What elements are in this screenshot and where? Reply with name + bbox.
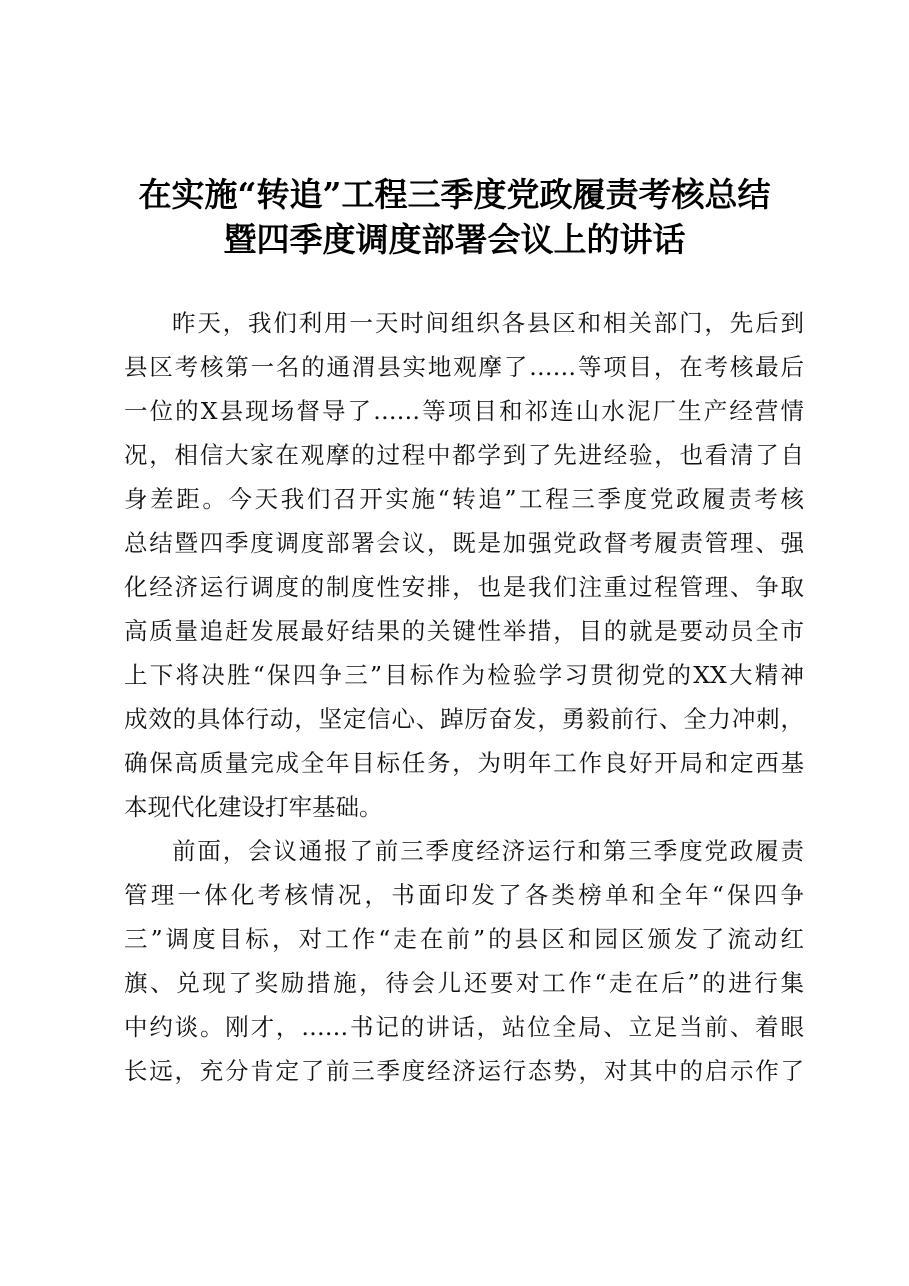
paragraph-1-line-8: 高质量追赶发展最好结果的关键性举措，目的就是要动员全市 [124,617,804,645]
paragraph-2-line-1: 前面，会议通报了前三季度经济运行和第三季度党政履责 [172,837,804,865]
paragraph-1-line-1: 昨天，我们利用一天时间组织各县区和相关部门，先后到 [172,309,804,337]
document-title-line-1: 在实施“转追”工程三季度党政履责考核总结 [138,175,771,214]
paragraph-1-line-11: 确保高质量完成全年目标任务，为明年工作良好开局和定西基 [124,749,804,777]
paragraph-1-line-6: 总结暨四季度调度部署会议，既是加强党政督考履责管理、强 [124,529,804,557]
paragraph-2-line-3: 三”调度目标，对工作“走在前”的县区和园区颁发了流动红 [124,925,804,953]
paragraph-1-line-7: 化经济运行调度的制度性安排，也是我们注重过程管理、争取 [124,573,804,601]
paragraph-2-line-5: 中约谈。刚才，……书记的讲话，站位全局、立足当前、着眼 [124,1013,804,1041]
paragraph-1-line-10: 成效的具体行动，坚定信心、踔厉奋发，勇毅前行、全力冲刺， [124,705,804,733]
paragraph-2-line-2: 管理一体化考核情况，书面印发了各类榜单和全年“保四争 [124,881,804,909]
paragraph-1-line-9: 上下将决胜“保四争三”目标作为检验学习贯彻党的XX大精神 [124,661,804,689]
paragraph-1-line-3: 一位的X县现场督导了……等项目和祁连山水泥厂生产经营情 [124,397,804,425]
paragraph-1-line-4: 况，相信大家在观摩的过程中都学到了先进经验，也看清了自 [124,441,804,469]
paragraph-1-line-2: 县区考核第一名的通渭县实地观摩了……等项目，在考核最后 [124,353,804,381]
paragraph-2-line-4: 旗、兑现了奖励措施，待会儿还要对工作“走在后”的进行集 [124,969,804,997]
paragraph-1-line-5: 身差距。今天我们召开实施“转追”工程三季度党政履责考核 [124,485,804,513]
paragraph-1-line-12: 本现代化建设打牢基础。 [124,793,383,821]
paragraph-2-line-6: 长远，充分肯定了前三季度经济运行态势，对其中的启示作了 [124,1057,804,1085]
document-title-line-2: 暨四季度调度部署会议上的讲话 [223,220,686,259]
